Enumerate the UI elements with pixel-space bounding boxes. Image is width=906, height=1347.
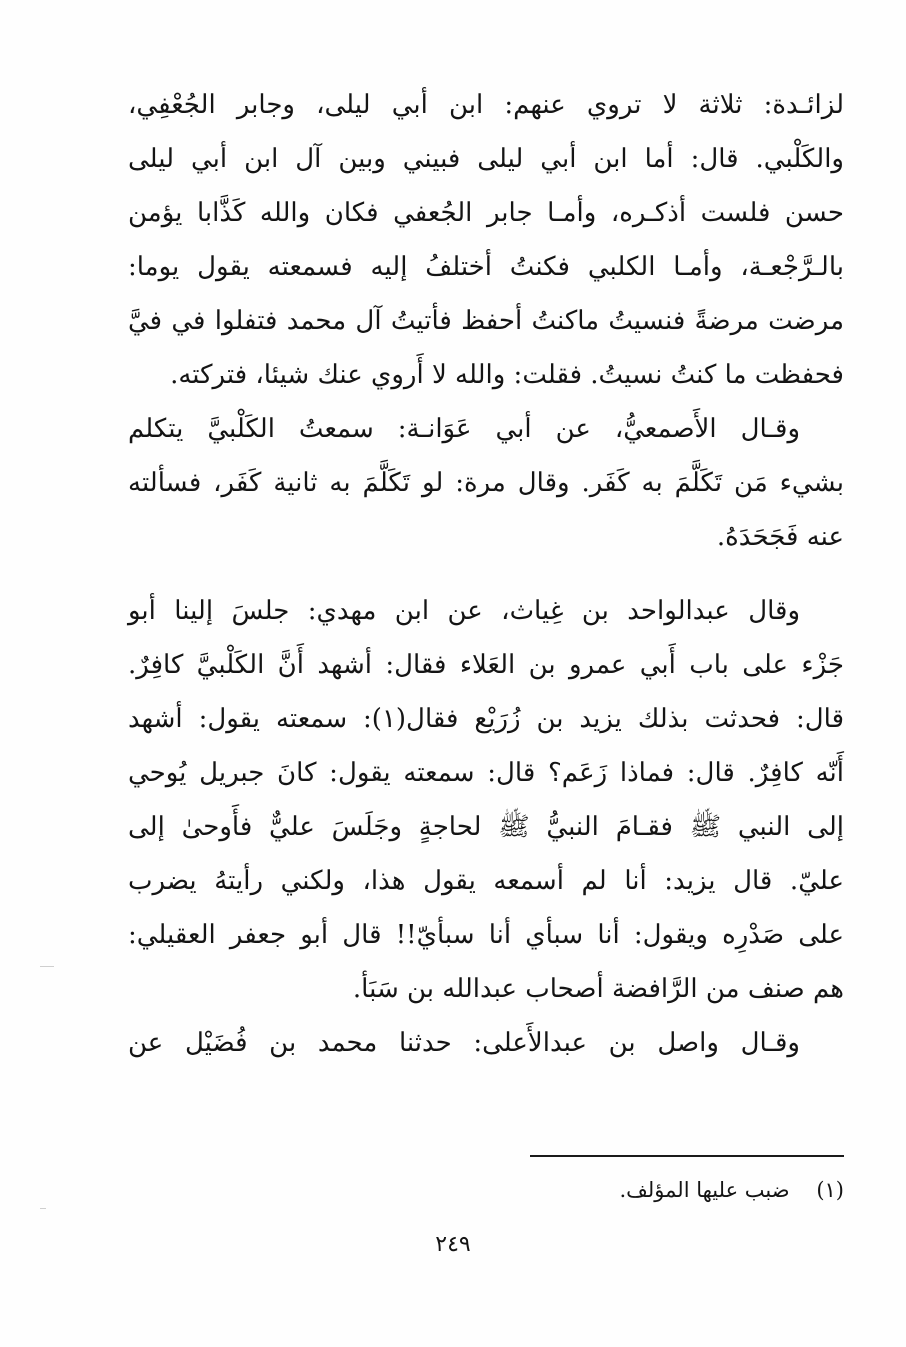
text-line: حسن فلست أذكـره، وأمـا جابر الجُعفي فكان والله كَذَّابا يؤمن	[128, 198, 844, 228]
text-line: أَنّه كافِرٌ. قال: فماذا زَعَم؟ قال: سمعته يقول: كانَ جبريل يُوحي	[128, 758, 844, 788]
scan-mark	[40, 966, 54, 967]
text-line: لزائـدة: ثلاثة لا تروي عنهم: ابن أبي ليلى، وجابر الجُعْفِي،	[128, 90, 844, 120]
footnote-marker: (١)	[816, 1178, 844, 1202]
footnote	[380, 1170, 844, 1210]
text-line: عنه فَجَحَدَهُ.	[716, 522, 844, 552]
text-line: وقـال واصل بن عبدالأَعلى: حدثنا محمد بن فُضَيْل عن	[128, 1028, 800, 1058]
text-line: بالـرَّجْعـة، وأمـا الكلبي فكنتُ أختلفُ إليه فسمعته يقول يوما:	[128, 252, 844, 282]
paragraph-2	[128, 402, 844, 564]
text-line: مرضت مرضةً فنسيتُ ماكنتُ أحفظ فأتيتُ آل محمد فتفلوا في فيَّ	[128, 306, 844, 336]
paragraph-4	[128, 1016, 844, 1070]
text-line: جَزْء على باب أَبي عمرو بن العَلاء فقال: أشهد أَنَّ الكَلْبيَّ كافِرٌ.	[128, 650, 844, 680]
text-line: وقـال الأَصمعيُّ، عن أبي عَوَانـة: سمعتُ الكَلْبيَّ يتكلم	[128, 414, 800, 444]
footnote-text: ضبب عليها المؤلف.	[619, 1178, 790, 1202]
text-line: إلى النبي ﷺ فقـامَ النبيُّ ﷺ لحاجةٍ وجَلَسَ عليٌّ فأَوحىٰ إلى	[128, 812, 844, 842]
page-number: ٢٤٩	[435, 1232, 471, 1257]
text-line: عليّ. قال يزيد: أنا لم أسمعه يقول هذا، ولكني رأيتهُ يضرب	[128, 866, 844, 896]
text-line: قال: فحدثت بذلك يزيد بن زُرَيْع فقال(١): سمعته يقول: أشهد	[128, 704, 845, 734]
text-line: بشيء مَن تَكَلَّمَ به كَفَر. وقال مرة: لو تَكَلَّمَ به ثانية كَفَر، فسألته	[128, 468, 844, 498]
text-line: وقال عبدالواحد بن غِياث، عن ابن مهدي: جلسَ إلينا أبو	[128, 596, 800, 626]
paragraph-1	[128, 78, 844, 402]
paragraph-3	[128, 584, 844, 1016]
footnote-divider	[530, 1155, 844, 1157]
text-line: على صَدْرِه ويقول: أنا سبأي أنا سبأيّ!! قال أبو جعفر العقيلي:	[128, 920, 844, 950]
main-text	[128, 78, 844, 1070]
text-line: هم صنف من الرَّافضة أصحاب عبدالله بن سَبَأ.	[352, 974, 844, 1004]
text-line: والكَلْبي. قال: أما ابن أبي ليلى فبيني وبين آل ابن أبي ليلى	[128, 144, 844, 174]
scan-mark	[40, 1208, 46, 1209]
text-line: فحفظت ما كنتُ نسيتُ. فقلت: والله لا أَروي عنك شيئا، فتركته.	[170, 360, 844, 390]
